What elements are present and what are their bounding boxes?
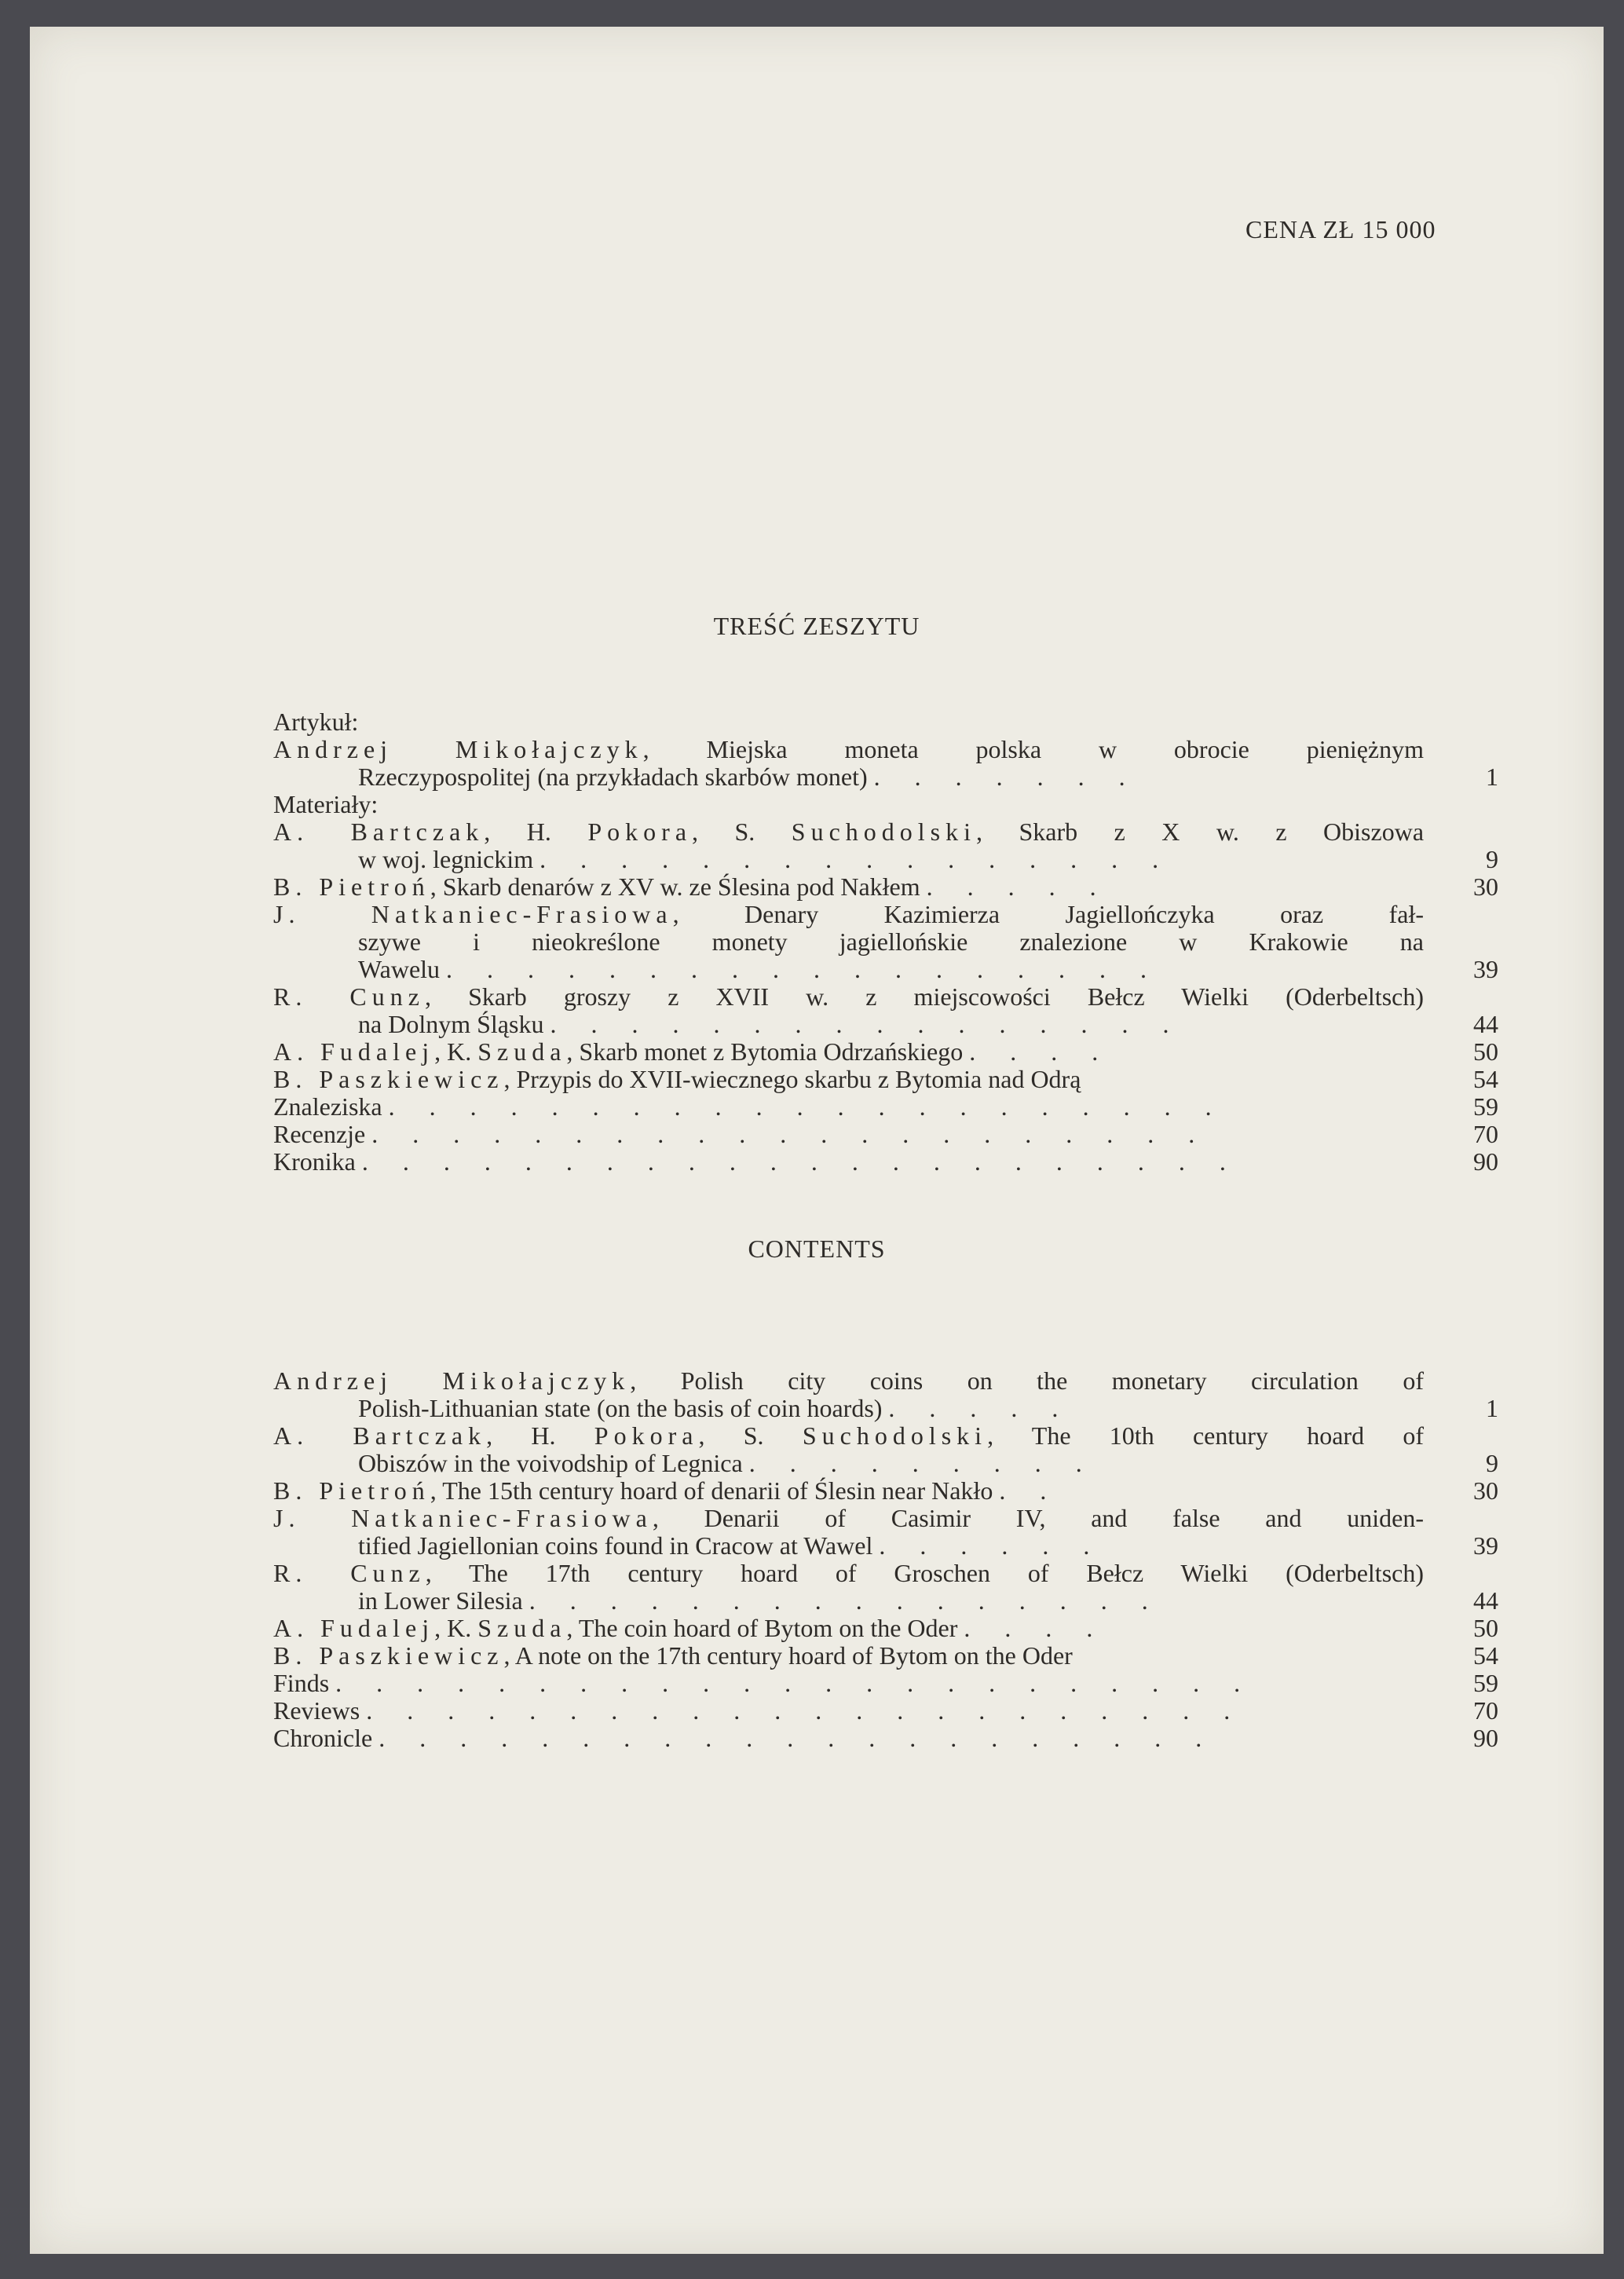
entry-author: B. Pietroń <box>273 872 430 901</box>
toc-entry-cont[interactable]: w woj. legnickim . . . . . . . . . . . . . . . . 9 <box>358 845 1498 873</box>
toc-entry[interactable]: B. Paszkiewicz, Przypis do XVII-wiecznego skarbu z Bytomia nad Odrą 54 <box>273 1065 1498 1093</box>
toc-entry[interactable]: A. Fudalej, K. Szuda, Skarb monet z Bytomia Odrzańskiego . . . . 50 <box>273 1037 1498 1066</box>
entry-author: B. Paszkiewicz <box>273 1065 504 1093</box>
heading-english-contents: CONTENTS <box>748 1235 886 1263</box>
page-number: 44 <box>1473 1010 1498 1038</box>
page-number: 90 <box>1473 1724 1498 1752</box>
toc-entry-cont[interactable]: Wawelu . . . . . . . . . . . . . . . . . . 39 <box>358 955 1498 983</box>
toc-entry-cont[interactable]: Obiszów in the voivodship of Legnica . . . . . . . . . 9 <box>358 1449 1498 1477</box>
toc-entry-reviews[interactable]: Recenzje . . . . . . . . . . . . . . . . . . . . . 70 <box>273 1120 1498 1148</box>
page-number: 70 <box>1473 1696 1498 1725</box>
toc-entry-cont[interactable]: tified Jagiellonian coins found in Cracow at Wawel . . . . . . 39 <box>358 1531 1498 1560</box>
page-number: 30 <box>1473 1476 1498 1505</box>
entry-author: A. Bartczak <box>273 818 485 846</box>
toc-entry[interactable]: A. Bartczak, H. Pokora, S. Suchodolski, The 10th century hoard of <box>273 1421 1425 1450</box>
page-number: 90 <box>1473 1147 1498 1176</box>
entry-author: R. Cunz <box>273 982 425 1011</box>
toc-english <box>273 1367 1498 1752</box>
toc-entry[interactable]: J. Natkaniec-Frasiowa, Denary Kazimierza Jagiellończyka oraz fał- <box>273 900 1425 928</box>
page-number: 1 <box>1486 763 1498 791</box>
price-label: CENA ZŁ 15 000 <box>1245 215 1436 243</box>
toc-polish <box>273 708 1498 1176</box>
page-number: 54 <box>1473 1065 1498 1093</box>
toc-entry[interactable]: B. Pietroń, Skarb denarów z XV w. ze Ślesina pod Nakłem . . . . . 30 <box>273 872 1498 901</box>
page-number: 9 <box>1486 845 1498 873</box>
toc-entry-chronicle[interactable]: Kronika . . . . . . . . . . . . . . . . . . . . . . 90 <box>273 1147 1498 1176</box>
entry-author: A. Fudalej <box>273 1037 435 1066</box>
toc-entry[interactable]: R. Cunz, Skarb groszy z XVII w. z miejscowości Bełcz Wielki (Oderbeltsch) <box>273 982 1425 1011</box>
entry-author: Andrzej Mikołajczyk <box>273 735 643 763</box>
page-sheet <box>30 27 1604 2254</box>
page-number: 44 <box>1473 1586 1498 1615</box>
page-number: 54 <box>1473 1641 1498 1670</box>
entry-author: B. Pietroń <box>273 1476 430 1505</box>
entry-author: R. Cunz <box>273 1559 426 1587</box>
page-number: 30 <box>1473 872 1498 901</box>
toc-entry[interactable]: Andrzej Mikołajczyk, Polish city coins on the monetary circulation of <box>273 1366 1424 1395</box>
toc-entry-cont[interactable]: Polish-Lithuanian state (on the basis of coin hoards) . . . . . 1 <box>358 1394 1498 1422</box>
page-number: 39 <box>1473 955 1498 983</box>
page-number: 50 <box>1473 1037 1498 1066</box>
toc-entry-chronicle[interactable]: Chronicle . . . . . . . . . . . . . . . . . . . . . 90 <box>273 1724 1498 1752</box>
entry-author: J. Natkaniec-Frasiowa <box>273 1504 653 1532</box>
page-number: 39 <box>1473 1531 1498 1560</box>
page-number: 70 <box>1473 1120 1498 1148</box>
entry-author: Andrzej Mikołajczyk <box>273 1366 631 1395</box>
toc-entry-cont[interactable]: szywe i nieokreślone monety jagiellońskie znalezione w Krakowie na <box>358 927 1424 956</box>
toc-entry[interactable]: J. Natkaniec-Frasiowa, Denarii of Casimir IV, and false and uniden- <box>273 1504 1425 1532</box>
toc-entry-finds[interactable]: Finds . . . . . . . . . . . . . . . . . . . . . . . 59 <box>273 1669 1498 1697</box>
heading-polish-contents: TREŚĆ ZESZYTU <box>713 612 920 640</box>
toc-entry[interactable]: B. Pietroń, The 15th century hoard of denarii of Ślesin near Nakło . . 30 <box>273 1476 1498 1505</box>
toc-entry[interactable]: Andrzej Mikołajczyk, Miejska moneta polska w obrocie pieniężnym <box>273 735 1425 763</box>
page-number: 1 <box>1486 1394 1498 1422</box>
toc-entry-reviews[interactable]: Reviews . . . . . . . . . . . . . . . . . . . . . . 70 <box>273 1696 1498 1725</box>
entry-author: A. Fudalej <box>273 1614 435 1642</box>
section-label-materials: Materiały: <box>273 790 379 818</box>
toc-entry[interactable]: A. Bartczak, H. Pokora, S. Suchodolski, Skarb z X w. z Obiszowa <box>273 818 1425 846</box>
toc-entry[interactable]: R. Cunz, The 17th century hoard of Groschen of Bełcz Wielki (Oderbeltsch) <box>273 1559 1425 1587</box>
toc-entry-cont[interactable]: na Dolnym Śląsku . . . . . . . . . . . . . . . . 44 <box>358 1010 1498 1038</box>
page-number: 50 <box>1473 1614 1498 1642</box>
entry-author: J. Natkaniec-Frasiowa <box>273 900 673 928</box>
toc-entry[interactable]: B. Paszkiewicz, A note on the 17th century hoard of Bytom on the Oder 54 <box>273 1641 1498 1670</box>
page-number: 59 <box>1473 1092 1498 1121</box>
entry-author: A. Bartczak <box>273 1421 487 1450</box>
page-number: 9 <box>1486 1449 1498 1477</box>
page-number: 59 <box>1473 1669 1498 1697</box>
toc-entry[interactable]: A. Fudalej, K. Szuda, The coin hoard of Bytom on the Oder . . . . 50 <box>273 1614 1498 1642</box>
toc-entry-finds[interactable]: Znaleziska . . . . . . . . . . . . . . . . . . . . . 59 <box>273 1092 1498 1121</box>
toc-entry-cont[interactable]: Rzeczypospolitej (na przykładach skarbów monet) . . . . . . . 1 <box>358 763 1498 791</box>
entry-author: B. Paszkiewicz <box>273 1641 504 1670</box>
toc-entry-cont[interactable]: in Lower Silesia . . . . . . . . . . . . . . . . 44 <box>358 1586 1498 1615</box>
section-label-articles: Artykuł: <box>273 708 359 736</box>
